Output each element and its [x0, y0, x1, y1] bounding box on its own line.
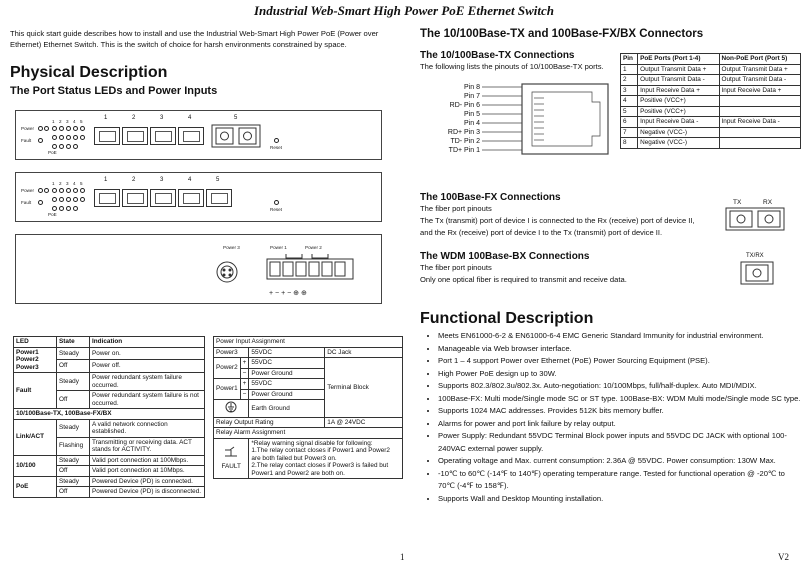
- rj45-port-5: [206, 189, 232, 207]
- list-item: • 100Base-FX: Multi mode/Single mode SC or ST type. 100Base-BX: WDM Multi mode/Single mode SC type.: [438, 393, 802, 406]
- bx-text-1: The fiber port pinouts: [420, 263, 492, 272]
- rj45-port-2: [122, 127, 148, 145]
- list-item: • -10℃ to 60℃ (-14℉ to 140℉) operating temperature range. Tested for functional operation @ -20℃ to 70℃ (-4℉ to 158℉).: [438, 468, 802, 493]
- table-row: [621, 85, 801, 96]
- dc-jack-icon: [216, 261, 238, 283]
- intro-text: This quick start guide describes how to install and use the Industrial Web-Smart High Power PoE (Power over Ethernet) Ethernet Switch. This is the switch of choice for harsh environments constrained by space.: [10, 29, 379, 49]
- cell: 2: [621, 75, 638, 86]
- cell: [719, 96, 800, 107]
- power3-label: Power 3: [223, 245, 240, 250]
- cell: 6: [621, 117, 638, 128]
- port-led: [59, 188, 64, 193]
- col-header: Pin: [621, 54, 638, 65]
- cell: Terminal Block: [325, 358, 403, 418]
- port-led: [66, 135, 71, 140]
- col-header: Indication: [90, 337, 205, 348]
- poe-led: [52, 144, 57, 149]
- port-led: [52, 135, 57, 140]
- relay-icon-cell: [214, 438, 249, 479]
- indication-cell: Valid port connection at 100Mbps.: [90, 455, 205, 466]
- state-cell: Off: [57, 466, 90, 477]
- rj45-port-3: [150, 189, 176, 207]
- col-header: PoE Ports (Port 1-4): [638, 54, 719, 65]
- cell: 8: [621, 138, 638, 149]
- cell: Input Receive Data -: [638, 117, 719, 128]
- port-number: 3: [160, 115, 164, 121]
- table-row: [14, 476, 205, 487]
- power-led: [44, 188, 49, 193]
- cell: −: [240, 368, 249, 379]
- list-item: • Supports Wall and Desktop Mounting installation.: [438, 493, 802, 506]
- table-row: [214, 358, 403, 369]
- led-cell: 10/100: [14, 455, 57, 476]
- port-number: 1: [104, 177, 108, 183]
- cell: Power Ground: [249, 368, 325, 379]
- table-row: [214, 347, 403, 358]
- terminal-marks: + − + − ⊕ ⊕: [269, 290, 307, 297]
- poe-led: [59, 144, 64, 149]
- port-number: 5: [216, 177, 220, 183]
- bx-heading: The WDM 100Base-BX Connections: [420, 251, 590, 262]
- port-number: 2: [132, 115, 136, 121]
- cell: 4: [621, 96, 638, 107]
- table-title: Power Input Assignment: [214, 337, 403, 348]
- connectors-heading: The 10/100Base-TX and 100Base-FX/BX Connectors: [420, 28, 704, 40]
- indication-cell: Powered Device (PD) is connected.: [90, 476, 205, 487]
- cell: Relay Output Rating: [214, 417, 325, 428]
- rj45-port-4: [178, 189, 204, 207]
- port-led: [73, 197, 78, 202]
- state-cell: Off: [57, 487, 90, 498]
- port-led: [66, 197, 71, 202]
- indication-cell: Power redundant system failure occurred.: [90, 373, 205, 391]
- poe-led: [52, 206, 57, 211]
- cell: Positive (VCC+): [638, 106, 719, 117]
- table-row: [214, 438, 403, 479]
- left-column: [10, 28, 402, 97]
- bx-fiber-port-icon: [740, 261, 774, 285]
- functional-section: [420, 310, 802, 505]
- cell: Earth Ground: [249, 400, 325, 418]
- table-row: [14, 419, 205, 437]
- port-number: 3: [160, 177, 164, 183]
- port-led: [66, 188, 71, 193]
- list-item: • Operating voltage and Max. current consumption: 2.36A @ 55VDC. Power consumption: 130W Max.: [438, 455, 802, 468]
- relay-note-1: 1.The relay contact closes if Power1 and Power2 are both failed but Power3 on.: [251, 447, 390, 462]
- rj45-port-1: [94, 127, 120, 145]
- pin-labels: [420, 83, 480, 155]
- table-row: [621, 75, 801, 86]
- pin-label: RD- Pin 6: [449, 102, 480, 109]
- cell: Output Transmit Data -: [719, 75, 800, 86]
- led-cell: Fault: [14, 373, 57, 409]
- led-num: 2: [59, 119, 62, 124]
- cell: 3: [621, 85, 638, 96]
- functional-heading: Functional Description: [420, 310, 594, 327]
- cell: Power3: [214, 347, 249, 358]
- pin-table: [620, 53, 801, 149]
- version-label: V2: [778, 552, 789, 562]
- power1-label: Power 1: [270, 245, 287, 250]
- poe-led-label: PoE: [48, 212, 57, 217]
- list-item: • High Power PoE design up to 30W.: [438, 368, 802, 381]
- fx-section: [420, 192, 720, 239]
- cell: 55VDC: [249, 347, 325, 358]
- led-cell: Link/ACT: [14, 419, 57, 455]
- poe-led: [59, 206, 64, 211]
- table-row: [14, 455, 205, 466]
- table-row: [214, 417, 403, 428]
- cell: 1: [621, 64, 638, 75]
- cell: −: [240, 389, 249, 400]
- pin-label: TD- Pin 2: [450, 138, 480, 145]
- cell: 55VDC: [249, 358, 325, 369]
- page-number: 1: [400, 552, 405, 562]
- cell: Negative (VCC-): [638, 138, 719, 149]
- state-cell: Off: [57, 391, 90, 409]
- fault-led-label: Fault: [21, 200, 32, 205]
- rj45-port-1: [94, 189, 120, 207]
- port-led: [80, 126, 85, 131]
- led-num: 5: [80, 119, 83, 124]
- pin-label: Pin 8: [464, 84, 480, 91]
- list-item: • Alarms for power and port link failure by relay output.: [438, 418, 802, 431]
- led-cell: PoE: [14, 476, 57, 497]
- led-num: 1: [52, 119, 55, 124]
- relay-note: *Relay warning signal disable for following:: [251, 439, 373, 447]
- led-num: 5: [80, 181, 83, 186]
- cell: Input Receive Data +: [719, 85, 800, 96]
- list-item: • Supports 802.3/802.3u/802.3x. Auto-negotiation: 10/100Mbps, full/half-duplex. Auto MDI/MDIX.: [438, 380, 802, 393]
- rj45-port-2: [122, 189, 148, 207]
- port-led: [59, 197, 64, 202]
- led-num: 4: [73, 181, 76, 186]
- cell: +: [240, 379, 249, 390]
- port-number: 4: [188, 115, 192, 121]
- table-row: [621, 117, 801, 128]
- port-led: [80, 197, 85, 202]
- state-cell: Steady: [57, 455, 90, 466]
- top-panel-power: [15, 234, 382, 304]
- port-led: [66, 126, 71, 131]
- fx-tx-label: TX: [733, 199, 742, 206]
- tx-text: The following lists the pinouts of 10/100Base-TX ports.: [420, 62, 604, 71]
- led-num: 3: [66, 181, 69, 186]
- cell: 7: [621, 127, 638, 138]
- power2-label: Power 2: [305, 245, 322, 250]
- power-led: [44, 126, 49, 131]
- cell: Positive (VCC+): [638, 96, 719, 107]
- fx-text-1: The fiber port pinouts: [420, 204, 492, 213]
- cell: Output Transmit Data -: [638, 75, 719, 86]
- state-cell: Steady: [57, 347, 90, 360]
- rj45-pinout-icon: [482, 82, 614, 158]
- port-number: 4: [188, 177, 192, 183]
- led-num: 2: [59, 181, 62, 186]
- cell: 55VDC: [249, 379, 325, 390]
- port-number: 5: [234, 115, 238, 121]
- fx-heading: The 100Base-FX Connections: [420, 192, 561, 203]
- power-led: [38, 126, 43, 131]
- fault-led-label: Fault: [21, 138, 32, 143]
- cell: +: [240, 358, 249, 369]
- cell: Power2: [214, 358, 241, 379]
- indication-cell: Powered Device (PD) is disconnected.: [90, 487, 205, 498]
- state-cell: Off: [57, 360, 90, 373]
- relay-switch-icon: [223, 446, 239, 460]
- power-led: [38, 188, 43, 193]
- port-led: [73, 135, 78, 140]
- table-row: [621, 138, 801, 149]
- pin-label: Pin 4: [464, 120, 480, 127]
- fx-text-3: and the Rx (receive) port of device I to the Tx (transmit) port of device II.: [420, 228, 663, 237]
- power-led-label: Power: [21, 126, 35, 131]
- state-cell: Steady: [57, 373, 90, 391]
- cell: [719, 127, 800, 138]
- indication-cell: Transmitting or receiving data. ACT stands for ACTIVITY.: [90, 437, 205, 455]
- table-row: [621, 127, 801, 138]
- cell: Input Receive Data -: [719, 117, 800, 128]
- power-led-label: Power: [21, 188, 35, 193]
- poe-led: [73, 144, 78, 149]
- fault-label: FAULT: [221, 462, 241, 470]
- cell: [719, 106, 800, 117]
- port-led: [73, 188, 78, 193]
- table-row: [621, 64, 801, 75]
- table-row: [621, 106, 801, 117]
- port-led: [52, 188, 57, 193]
- cell: [719, 138, 800, 149]
- pin-label: TD+ Pin 1: [448, 147, 480, 154]
- port-led: [52, 126, 57, 131]
- table-row: [14, 373, 205, 391]
- fx-fiber-port-icon: [725, 207, 785, 231]
- state-cell: Flashing: [57, 437, 90, 455]
- list-item: • Power Supply: Redundant 55VDC Terminal Block power inputs and 55VDC DC JACK with optional 100-240VAC external power supply.: [438, 430, 802, 455]
- poe-led: [73, 206, 78, 211]
- fx-text-2: The Tx (transmit) port of device I is connected to the Rx (receive) port of device II,: [420, 216, 695, 225]
- port-led: [73, 126, 78, 131]
- state-cell: Steady: [57, 476, 90, 487]
- earth-ground-icon: [214, 400, 249, 418]
- page-header: Industrial Web-Smart High Power PoE Ethernet Switch: [253, 3, 555, 18]
- list-item: • Meets EN61000-6-2 & EN61000-6-4 EMC Generic Standard Immunity for industrial environment.: [438, 330, 802, 343]
- led-num: 4: [73, 119, 76, 124]
- rj45-port-3: [150, 127, 176, 145]
- led-num: 1: [52, 181, 55, 186]
- bx-section: [420, 251, 720, 286]
- port-led: [52, 197, 57, 202]
- col-header: State: [57, 337, 90, 348]
- table-row: [14, 347, 205, 360]
- feature-list: [420, 330, 802, 505]
- indication-cell: Power off.: [90, 360, 205, 373]
- tx-heading: The 10/100Base-TX Connections: [420, 50, 575, 61]
- relay-note-cell: [249, 438, 403, 479]
- power-input-table: [213, 336, 403, 479]
- fiber-port-icon: [211, 124, 261, 148]
- cell: 5: [621, 106, 638, 117]
- list-item: • Manageable via Web browser interface.: [438, 343, 802, 356]
- poe-led: [66, 206, 71, 211]
- led-table: [13, 336, 205, 498]
- reset-label: Reset: [270, 207, 283, 212]
- indication-cell: Power on.: [90, 347, 205, 360]
- front-panel-fiber: [15, 110, 382, 160]
- fault-led: [38, 138, 43, 143]
- port-led: [80, 135, 85, 140]
- section-cell: 10/100Base-TX, 100Base-FX/BX: [14, 409, 205, 420]
- cell: Output Transmit Data +: [719, 64, 800, 75]
- poe-led-label: PoE: [48, 150, 57, 155]
- cell: DC Jack: [325, 347, 403, 358]
- rj45-port-4: [178, 127, 204, 145]
- bx-text-2: Only one optical fiber is required to transmit and receive data.: [420, 275, 627, 284]
- state-cell: Steady: [57, 419, 90, 437]
- port-number: 2: [132, 177, 136, 183]
- cell: Power1: [214, 379, 241, 400]
- indication-cell: Valid port connection at 10Mbps.: [90, 466, 205, 477]
- relay-note-2: 2.The relay contact closes if Power3 is failed but Power1 and Power2 are both on.: [251, 462, 389, 477]
- indication-cell: A valid network connection established.: [90, 419, 205, 437]
- indication-cell: Power redundant system failure is not occurred.: [90, 391, 205, 409]
- cell: Power Ground: [249, 389, 325, 400]
- reset-button-icon: [274, 138, 279, 143]
- pin-label: Pin 5: [464, 111, 480, 118]
- led-num: 3: [66, 119, 69, 124]
- bx-label: TX/RX: [746, 253, 764, 259]
- reset-button-icon: [274, 200, 279, 205]
- pin-label: RD+ Pin 3: [447, 129, 480, 136]
- reset-label: Reset: [270, 145, 283, 150]
- cell: Output Transmit Data +: [638, 64, 719, 75]
- terminal-block-icon: [266, 253, 356, 285]
- port-led: [59, 126, 64, 131]
- cell: Negative (VCC-): [638, 127, 719, 138]
- pin-label: Pin 7: [464, 93, 480, 100]
- port-number: 1: [104, 115, 108, 121]
- cell: 1A @ 24VDC: [325, 417, 403, 428]
- fx-rx-label: RX: [763, 199, 773, 206]
- led-cell: Power1 Power2 Power3: [14, 347, 57, 373]
- port-led: [80, 188, 85, 193]
- col-header: LED: [14, 337, 57, 348]
- table-section-row: [14, 409, 205, 420]
- table-row: [621, 96, 801, 107]
- fault-led: [38, 200, 43, 205]
- physical-subheading: The Port Status LEDs and Power Inputs: [10, 85, 218, 97]
- physical-heading: Physical Description: [10, 64, 168, 81]
- list-item: • Supports 1024 MAC addresses. Provides 512K bits memory buffer.: [438, 405, 802, 418]
- poe-led: [66, 144, 71, 149]
- front-panel-copper: [15, 172, 382, 222]
- cell: Input Receive Data +: [638, 85, 719, 96]
- port-led: [59, 135, 64, 140]
- list-item: • Port 1 – 4 support Power over Ethernet (PoE) Power Sourcing Equipment (PSE).: [438, 355, 802, 368]
- col-header: Non-PoE Port (Port 5): [719, 54, 800, 65]
- cell: Relay Alarm Assignment: [214, 428, 403, 439]
